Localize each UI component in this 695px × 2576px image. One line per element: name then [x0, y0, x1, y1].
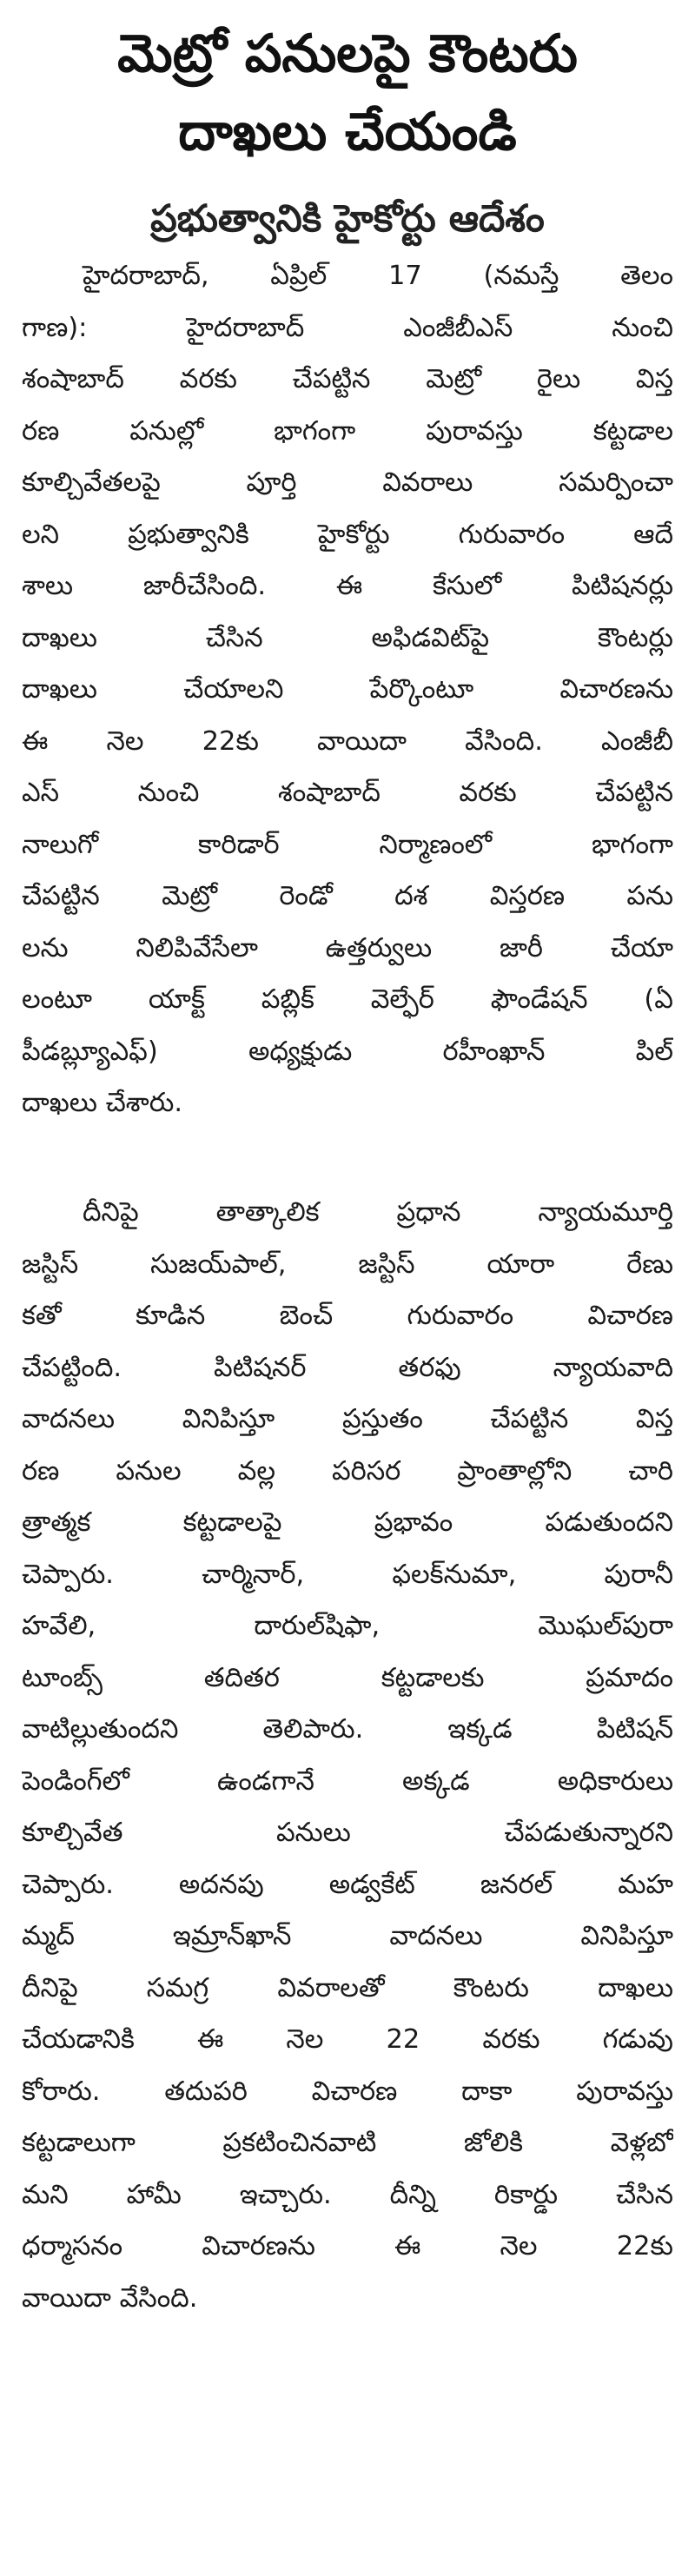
paragraph-line: మ్మద్ ఇమ్రాన్‌ఖాన్ వాదనలు వినిపిస్తూ: [22, 1921, 673, 1951]
paragraph-line: లను నిలిపివేసేలా ఉత్తర్వులు జారీ చేయా: [22, 932, 673, 964]
paragraph-line: చేయడానికి ఈ నెల 22 వరకు గడువు: [22, 2024, 673, 2055]
paragraph-line: చెప్పారు. చార్మినార్, ఫలక్‌నుమా, పురానీ: [22, 1559, 673, 1590]
paragraph-line: పెండింగ్‌లో ఉండగానే అక్కడ అధికారులు: [22, 1765, 673, 1797]
paragraph-line: లని ప్రభుత్వానికి హైకోర్టు గురువారం ఆదే: [22, 519, 673, 550]
paragraph-line: మని హామీ ఇచ్చారు. దీన్ని రికార్డు చేసిన: [22, 2179, 673, 2210]
paragraph-line: టూంబ్స్ తదితర కట్టడాలకు ప్రమాదం: [22, 1662, 673, 1693]
paragraph-line: చెప్పారు. అదనపు అడ్వకేట్ జనరల్ మహ: [22, 1869, 673, 1900]
paragraph-line: వాటిల్లుతుందని తెలిపారు. ఇక్కడ పిటిషన్: [22, 1714, 673, 1745]
paragraph-line: లంటూ యాక్ట్ పబ్లిక్ వెల్ఫేర్ ఫౌండేషన్ (ఏ: [22, 984, 673, 1015]
paragraph-line: హవేలి, దారుల్‌షిఫా, మొఘల్‌పురా: [22, 1611, 673, 1641]
article-paragraph-1: [22, 250, 673, 1129]
paragraph-line: నాలుగో కారిడార్ నిర్మాణంలో భాగంగా: [22, 829, 673, 860]
paragraph-line: కూల్చివేతలపై పూర్తి వివరాలు సమర్పించా: [22, 467, 673, 498]
paragraph-line: దీనిపై తాత్కాలిక ప్రధాన న్యాయమూర్తి: [83, 1197, 673, 1228]
paragraph-line: కోరారు. తదుపరి విచారణ దాకా పురావస్తు: [22, 2076, 673, 2107]
paragraph-line: పీడబ్ల్యూఎఫ్) అధ్యక్షుడు రహీంఖాన్ పిల్: [22, 1036, 673, 1067]
headline-line-1: మెట్రో పనులపై కౌంటరు: [117, 23, 578, 84]
paragraph-line: కూల్చివేత పనులు చేపడుతున్నారని: [22, 1818, 673, 1848]
paragraph-line: కట్టడాలుగా ప్రకటించినవాటి జోలికి వెళ్లబో: [22, 2128, 673, 2158]
paragraph-line: శాలు జారీచేసింది. ఈ కేసులో పిటిషనర్లు: [22, 571, 673, 601]
article-paragraph-2: [22, 1187, 673, 2324]
paragraph-line: రణ పనుల వల్ల పరిసర ప్రాంతాల్లోని చారి: [22, 1455, 673, 1487]
paragraph-line: దీనిపై సమగ్ర వివరాలతో కౌంటరు దాఖలు: [22, 1972, 673, 2003]
paragraph-line: దాఖలు చేయాలని పేర్కొంటూ విచారణను: [22, 674, 673, 705]
paragraph-line: దాఖలు చేశారు.: [22, 1088, 183, 1118]
paragraph-line: దాఖలు చేసిన అఫిడవిట్‌పై కౌంటర్లు: [22, 622, 673, 653]
paragraph-line: ధర్మాసనం విచారణను ఈ నెల 22కు: [22, 2231, 673, 2261]
sub-headline: ప్రభుత్వానికి హైకోర్టు ఆదేశం: [150, 197, 545, 241]
paragraph-line: చేపట్టిన మెట్రో రెండో దశ విస్తరణ పను: [22, 881, 673, 911]
paragraph-line: శంషాబాద్ వరకు చేపట్టిన మెట్రో రైలు విస్త: [22, 364, 673, 394]
paragraph-line: కతో కూడిన బెంచ్ గురువారం విచారణ: [22, 1301, 673, 1331]
paragraph-line: గాణ): హైదరాబాద్ ఎంజీబీఎస్ నుంచి: [22, 312, 673, 343]
headline-line-2: దాఖలు చేయండి: [178, 102, 517, 162]
paragraph-line: వాదనలు వినిపిస్తూ ప్రస్తుతం చేపట్టిన విస్త: [22, 1404, 673, 1434]
paragraph-line: ఈ నెల 22కు వాయిదా వేసింది. ఎంజీబీ: [22, 725, 673, 757]
paragraph-line: జస్టిస్ సుజయ్‌పాల్, జస్టిస్ యారా రేణు: [22, 1248, 673, 1280]
paragraph-line: త్రాత్మక కట్టడాలపై ప్రభావం పడుతుందని: [22, 1507, 673, 1538]
paragraph-line: రణ పనుల్లో భాగంగా పురావస్తు కట్టడాల: [22, 415, 673, 447]
paragraph-line: హైదరాబాద్, ఏప్రిల్ 17 (నమస్తే తెలం: [83, 261, 673, 291]
paragraph-line: చేపట్టింది. పిటిషనర్ తరఫు న్యాయవాది: [22, 1352, 673, 1383]
paragraph-line: వాయిదా వేసింది.: [22, 2282, 198, 2314]
paragraph-line: ఎస్ నుంచి శంషాబాద్ వరకు చేపట్టిన: [22, 778, 673, 808]
